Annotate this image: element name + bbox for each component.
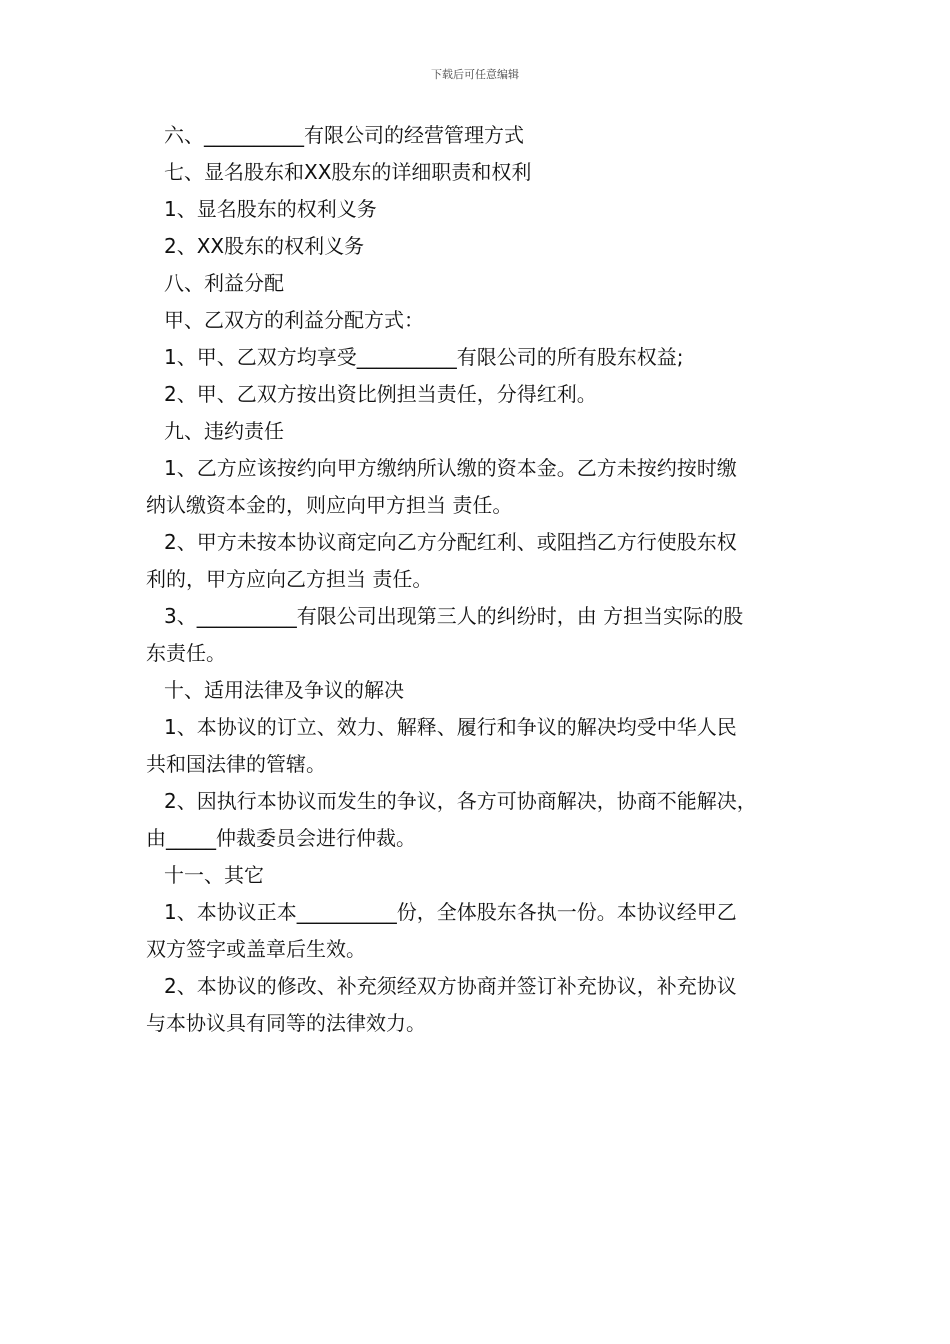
- paragraph-line: 1、甲、乙双方均享受__________有限公司的所有股东权益;: [164, 345, 684, 369]
- paragraph-line: 双方签字或盖章后生效。: [146, 937, 366, 961]
- paragraph-line: 3、__________有限公司出现第三人的纠纷时，由 方担当实际的股: [164, 604, 744, 628]
- paragraph-line: 利的，甲方应向乙方担当 责任。: [146, 567, 433, 591]
- paragraph-line: 1、显名股东的权利义务: [164, 197, 377, 221]
- paragraph-line: 由_____仲裁委员会进行仲裁。: [146, 826, 416, 850]
- paragraph-line: 1、本协议的订立、效力、解释、履行和争议的解决均受中华人民: [164, 715, 737, 739]
- paragraph-line: 1、本协议正本__________份，全体股东各执一份。本协议经甲乙: [164, 900, 737, 924]
- page-header: 下载后可任意编辑: [431, 68, 519, 81]
- paragraph-line: 与本协议具有同等的法律效力。: [146, 1011, 426, 1035]
- paragraph-line: 2、本协议的修改、补充须经双方协商并签订补充协议，补充协议: [164, 974, 737, 998]
- paragraph-line: 八、利益分配: [164, 271, 284, 295]
- paragraph-line: 共和国法律的管辖。: [146, 752, 326, 776]
- document-body: [146, 117, 826, 1042]
- paragraph-line: 2、甲方未按本协议商定向乙方分配红利、或阻挡乙方行使股东权: [164, 530, 737, 554]
- paragraph-line: 纳认缴资本金的，则应向甲方担当 责任。: [146, 493, 513, 517]
- paragraph-line: 七、显名股东和XX股东的详细职责和权利: [164, 160, 532, 184]
- paragraph-line: 东责任。: [146, 641, 226, 665]
- paragraph-line: 1、乙方应该按约向甲方缴纳所认缴的资本金。乙方未按约按时缴: [164, 456, 737, 480]
- paragraph-line: 十、适用法律及争议的解决: [164, 678, 404, 702]
- paragraph-line: 六、__________有限公司的经营管理方式: [164, 123, 524, 147]
- paragraph-line: 2、因执行本协议而发生的争议，各方可协商解决，协商不能解决，: [164, 789, 757, 813]
- paragraph-line: 2、甲、乙双方按出资比例担当责任，分得红利。: [164, 382, 597, 406]
- paragraph-line: 甲、乙双方的利益分配方式：: [164, 308, 424, 332]
- paragraph-line: 九、违约责任: [164, 419, 284, 443]
- paragraph-line: 十一、其它: [164, 863, 264, 887]
- paragraph-line: 2、XX股东的权利义务: [164, 234, 365, 258]
